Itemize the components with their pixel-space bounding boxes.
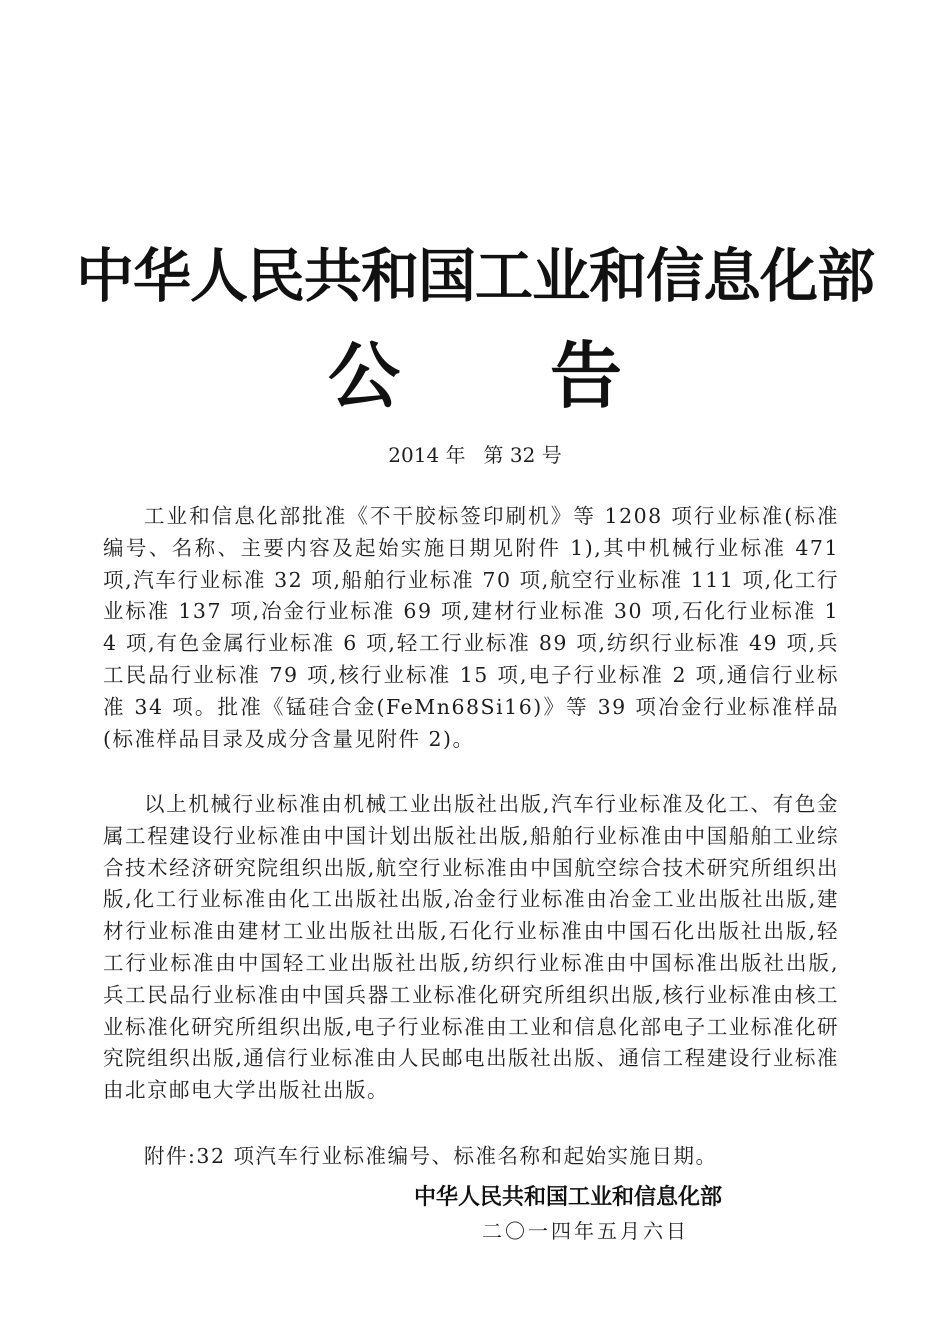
signature-organization: 中华人民共和国工业和信息化部: [414, 1185, 723, 1210]
issue-no: 第 32 号: [483, 443, 562, 467]
body-paragraph-1: 工业和信息化部批准《不干胶标签印刷机》等 1208 项行业标准(标准编号、名称、主要内容及起始实施日期见附件 1),其中机械行业标准 471 项,汽车行业标准 32 项,船舶行业标准 70 项,航空行业标准 111 项,化工行业标准 137 项,冶金行业标准 69 项,建材行业标准 30 项,石化行业标准 14 项,有色金属行业标准 6 项,轻工行业标准 89 项,纺织行业标准 49 项,兵工民品行业标准 79 项,核行业标准 15 项,电子行业标准 2 项,通信行业标准 34 项。批准《锰硅合金(FeMn68Si16)》等 39 项冶金行业标准样品(标准样品目录及成分含量见附件 2)。: [103, 504, 839, 751]
issue-number: [0, 440, 950, 470]
issue-year: 2014 年: [388, 443, 466, 467]
page-title: 中华人民共和国工业和信息化部: [75, 242, 874, 310]
body-paragraph-2: 以上机械行业标准由机械工业出版社出版,汽车行业标准及化工、有色金属工程建设行业标准由中国计划出版社出版,船舶行业标准由中国船舶工业综合技术经济研究院组织出版,航空行业标准由中国航空综合技术研究所组织出版,化工行业标准由化工出版社出版,冶金行业标准由冶金工业出版社出版,建材行业标准由建材工业出版社出版,石化行业标准由中国石化出版社出版,轻工行业标准由中国轻工业出版社出版,纺织行业标准由中国标准出版社出版,兵工民品行业标准由中国兵器工业标准化研究所组织出版,核行业标准由核工业标准化研究所组织出版,电子行业标准由工业和信息化部电子工业标准化研究院组织出版,通信行业标准由人民邮电出版社出版、通信工程建设行业标准由北京邮电大学出版社出版。: [103, 792, 839, 1103]
signature-date: 二〇一四年五月六日: [482, 1219, 689, 1243]
attachment-note: 附件:32 项汽车行业标准编号、标准名称和起始实施日期。: [144, 1144, 718, 1168]
document-type-heading: 公告: [327, 334, 772, 418]
